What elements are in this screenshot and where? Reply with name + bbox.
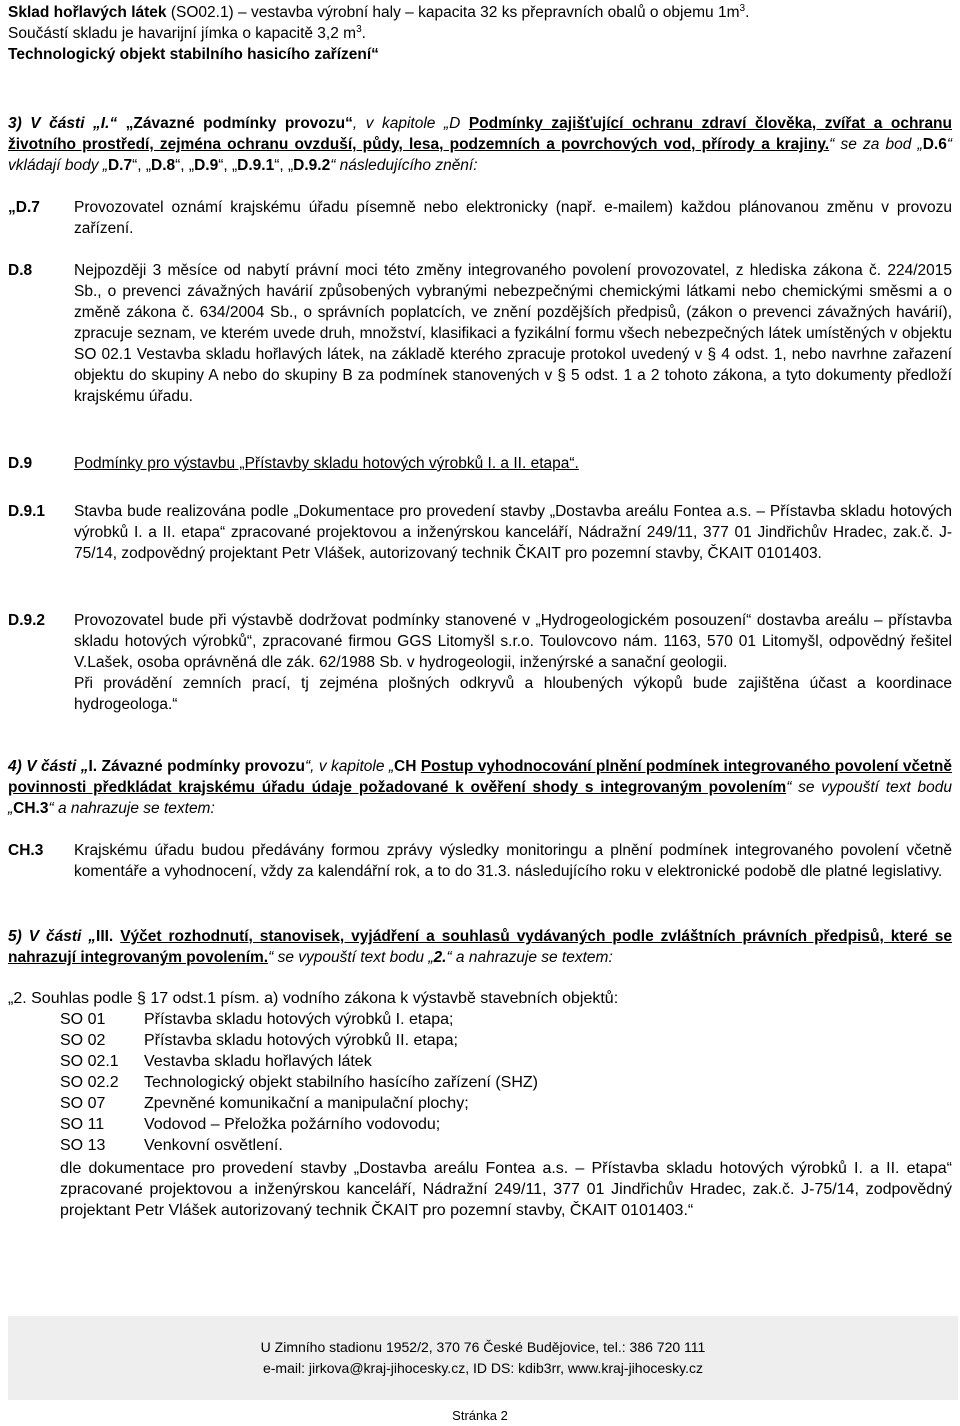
intro-line3: Technologický objekt stabilního hasicího zařízení“ bbox=[8, 46, 379, 63]
item-text-d91: Stavba bude realizována podle „Dokumentace pro provedení stavby „Dostavba areálu Fontea a.s. – Přístavba skladu hotových výrobků I. a II. etapa“ zpracované projektovou a inženýrskou kanceláří, Nádražní 249/11, 377 01 Jindřichův Hradec, zak.č. J-75/14, zodpovědný projektant Petr Vlášek, autorizovaný technik ČKAIT pro pozemní stavby, ČKAIT 0101403. bbox=[74, 503, 952, 562]
sec3-sep1: “, „ bbox=[132, 157, 152, 174]
sec5-tail-b: “ a nahrazuje se textem: bbox=[446, 949, 613, 966]
intro-sup2: 3 bbox=[356, 23, 362, 35]
item-text-d92-p1: Provozovatel bude při výstavbě dodržovat podmínky stanovené v „Hydrogeologickém posouzení“ dostavba areálu – přístavba skladu hotových výrobků“, zpracované firmou GGS Litomyšl s.r.o. Toulovcovo nám. 1163, 570 01 Litomyšl, odpovědný řešitel V.Lašek, osoba oprávněná dle zák. 62/1988 Sb. v hydrogeologii, inženýrské a sanační geologii. bbox=[74, 612, 952, 671]
intro-bold: Sklad hořlavých látek bbox=[8, 4, 167, 21]
sec3-lead: 3) V části „I.“ bbox=[8, 115, 126, 132]
sec4-mid: “, v kapitole „ bbox=[304, 758, 395, 775]
item-label-d91: D.9.1 bbox=[8, 503, 46, 520]
section-5-heading bbox=[8, 926, 952, 968]
item-text-ch3: Krajskému úřadu budou předávány formou zprávy výsledky monitoringu a plnění podmínek integrovaného povolení včetně komentáře a vyhodnocení, vždy za kalendářní rok, a to do 31.3. následujícího roku v elektronické podobě dle platné legislativy. bbox=[74, 842, 952, 880]
sec3-d8: D.8 bbox=[151, 157, 176, 174]
so-code: SO 02.2 bbox=[60, 1074, 119, 1091]
sec4-tail-b: “ a nahrazuje se textem: bbox=[48, 800, 215, 817]
so-row bbox=[60, 1135, 538, 1156]
section-4-heading bbox=[8, 756, 952, 819]
item-label-d9: D.9 bbox=[8, 455, 33, 472]
footer-address: U Zimního stadionu 1952/2, 370 76 České Budějovice, tel.: 386 720 111 bbox=[260, 1339, 706, 1355]
intro-line2: Součástí skladu je havarijní jímka o kapacitě 3,2 m bbox=[8, 25, 357, 42]
souhlas-tail: dle dokumentace pro provedení stavby „Dostavba areálu Fontea a.s. – Přístavba skladu hotových výrobků I. a II. etapa“ zpracované projektovou a inženýrskou kanceláří, Nádražní 249/11, 377 01 Jindřichův Hradec, zak.č. J-75/14, zodpovědný projektant Petr Vlášek autorizovaný technik ČKAIT pro pozemní stavby, ČKAIT 0101403.“ bbox=[60, 1160, 952, 1219]
item-text-d7: Provozovatel oznámí krajskému úřadu písemně nebo elektronicky (např. e-mailem) každou plánovanou změnu v provozu zařízení. bbox=[74, 199, 952, 237]
so-code: SO 07 bbox=[60, 1095, 106, 1112]
intro-sup1: 3 bbox=[739, 2, 746, 14]
sec5-part: III. bbox=[96, 928, 114, 945]
page-number: Stránka 2 bbox=[452, 1408, 508, 1423]
sec4-title: Postup vyhodnocování plnění podmínek integrovaného povolení včetně povinnosti předkládat krajskému úřadu údaje požadované k ověření shody s integrovaným povolením bbox=[8, 758, 953, 796]
sec4-ch: CH bbox=[394, 758, 417, 775]
item-text-d92 bbox=[74, 610, 952, 715]
item-label-d7: „D.7 bbox=[8, 199, 40, 216]
so-list bbox=[60, 1009, 538, 1156]
so-code: SO 02 bbox=[60, 1032, 106, 1049]
item-text-d92-p2: Při provádění zemních prací, tj zejména plošných odkryvů a hloubených výkopů bude zajištěna účast a koordinace hydrogeologa.“ bbox=[74, 675, 952, 713]
sec3-d9: D.9 bbox=[194, 157, 219, 174]
item-label-d92: D.9.2 bbox=[8, 612, 46, 629]
sec4-tail-a: “ se vypouští text bodu „ bbox=[8, 779, 952, 817]
so-desc: Vestavba skladu hořlavých látek bbox=[144, 1053, 372, 1070]
sec5-lead: 5) V části „ bbox=[8, 928, 97, 945]
so-row bbox=[60, 1051, 538, 1072]
sec4-point: CH.3 bbox=[13, 800, 49, 817]
souhlas-heading: „2. Souhlas podle § 17 odst.1 písm. a) vodního zákona k výstavbě stavebních objektů: bbox=[8, 990, 619, 1007]
page-footer bbox=[8, 1316, 958, 1400]
so-desc: Zpevněné komunikační a manipulační plochy; bbox=[144, 1095, 469, 1112]
section-3-heading bbox=[8, 113, 952, 176]
so-desc: Venkovní osvětlení. bbox=[144, 1137, 283, 1154]
sec3-d91: D.9.1 bbox=[237, 157, 275, 174]
sec3-chapter: Podmínky zajišťující ochranu zdraví člověka, zvířat a ochranu životního prostředí, zejména ochranu ovzduší, půdy, lesa, podzemních a povrchových vod, přírody a krajiny. bbox=[8, 115, 952, 153]
so-desc: Technologický objekt stabilního hasícího zařízení (SHZ) bbox=[144, 1074, 538, 1091]
so-code: SO 13 bbox=[60, 1137, 106, 1154]
sec5-title: Výčet rozhodnutí, stanovisek, vyjádření a souhlasů vydávaných podle zvláštních právních předpisů, které se nahrazují integrovaným povolením. bbox=[8, 928, 952, 966]
item-text-d9: Podmínky pro výstavbu „Přístavby skladu hotových výrobků I. a II. etapa“. bbox=[74, 455, 579, 472]
sec3-mid: , v kapitole „D bbox=[352, 115, 469, 132]
intro-line1: (SO02.1) – vestavba výrobní haly – kapacita 32 ks přepravních obalů o objemu 1m bbox=[166, 4, 740, 21]
sec3-d6: D.6 bbox=[922, 136, 947, 153]
sec4-part: I. Závazné podmínky provozu bbox=[88, 758, 305, 775]
so-desc: Vodovod – Přeložka požárního vodovodu; bbox=[144, 1116, 441, 1133]
so-row bbox=[60, 1114, 538, 1135]
sec3-d92: D.9.2 bbox=[293, 157, 331, 174]
sec3-sep4: “, „ bbox=[274, 157, 294, 174]
sec4-lead: 4) V části „ bbox=[8, 758, 89, 775]
item-text-d8: Nejpozději 3 měsíce od nabytí právní moci této změny integrovaného povolení provozovatel, z hlediska zákona č. 224/2015 Sb., o prevenci závažných havárií způsobených vybranými nebezpečnými chemickými látkami nebo chemickými směsmi a o změně zákona č. 634/2004 Sb., o správních poplatcích, ve znění pozdějších předpisů, (zákon o prevenci závažných havárií), zpracuje seznam, ve kterém uvede druh, množství, klasifikaci a fyzikální formu všech nebezpečných látek umístěných v objektu SO 02.1 Vestavba skladu hořlavých látek, na základě kterého zpracuje protokol uvedený v § 4 odst. 1, nebo navrhne zařazení objektu do skupiny A nebo do skupiny B za podmínek stanovených v § 5 odst. 1 a 2 tohoto zákona, a tyto dokumenty předloží krajskému úřadu. bbox=[74, 262, 952, 405]
so-code: SO 01 bbox=[60, 1011, 106, 1028]
sec3-d7: D.7 bbox=[107, 157, 133, 174]
footer-contact: e-mail: jirkova@kraj-jihocesky.cz, ID DS: kdib3rr, www.kraj-jihocesky.cz bbox=[262, 1360, 703, 1376]
so-code: SO 02.1 bbox=[60, 1053, 119, 1070]
intro-end2: . bbox=[361, 25, 366, 42]
item-label-d8: D.8 bbox=[8, 262, 33, 279]
so-code: SO 11 bbox=[60, 1116, 105, 1133]
so-row bbox=[60, 1030, 538, 1051]
intro-end1: . bbox=[745, 4, 750, 21]
so-row bbox=[60, 1009, 538, 1030]
sec3-sep2: “, „ bbox=[175, 157, 195, 174]
so-desc: Přístavba skladu hotových výrobků I. etapa; bbox=[144, 1011, 454, 1028]
sec3-sep3: “, „ bbox=[218, 157, 238, 174]
so-desc: Přístavba skladu hotových výrobků II. etapa; bbox=[144, 1032, 458, 1049]
sec3-tail-b: “ vkládají body „ bbox=[8, 136, 952, 174]
so-row bbox=[60, 1072, 538, 1093]
intro-paragraph bbox=[8, 2, 952, 65]
sec3-tail-c: “ následujícího znění: bbox=[330, 157, 478, 174]
so-row bbox=[60, 1093, 538, 1114]
item-label-ch3: CH.3 bbox=[8, 842, 44, 859]
sec3-tail-a: “ se za bod „ bbox=[829, 136, 923, 153]
sec5-point: 2. bbox=[433, 949, 447, 966]
sec3-title: „Závazné podmínky provozu“ bbox=[125, 115, 353, 132]
sec5-tail-a: “ se vypouští text bodu „ bbox=[268, 949, 434, 966]
